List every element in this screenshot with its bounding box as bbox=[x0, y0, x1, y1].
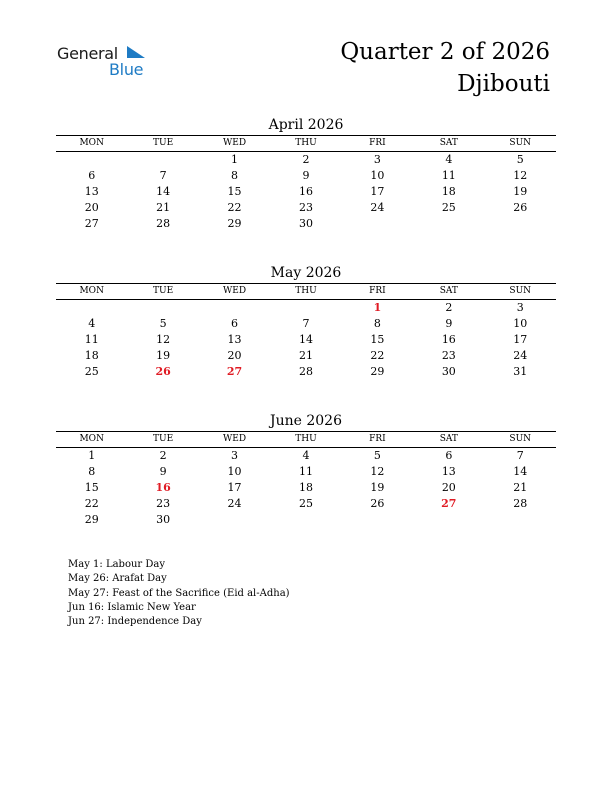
weekday-label: SUN bbox=[509, 434, 532, 444]
day-cell: 26 bbox=[370, 497, 385, 510]
day-cell: 2 bbox=[302, 153, 310, 166]
day-cell: 15 bbox=[370, 333, 385, 346]
weekday-label: MON bbox=[79, 138, 104, 148]
week-row bbox=[56, 364, 556, 380]
day-cell: 12 bbox=[513, 169, 528, 182]
day-cell: 30 bbox=[441, 365, 456, 378]
month-title: June 2026 bbox=[269, 413, 342, 429]
day-cell: 24 bbox=[370, 201, 385, 214]
day-cell: 25 bbox=[84, 365, 99, 378]
day-cell: 14 bbox=[156, 185, 171, 198]
weekday-label: SAT bbox=[439, 286, 458, 296]
day-cell: 23 bbox=[156, 497, 171, 510]
day-cell: 12 bbox=[370, 465, 385, 478]
weekday-header bbox=[56, 284, 556, 300]
week-row bbox=[56, 300, 556, 316]
day-cell: 10 bbox=[370, 169, 385, 182]
day-cell: 21 bbox=[156, 201, 171, 214]
weekday-label: FRI bbox=[369, 434, 386, 444]
day-cell: 26 bbox=[513, 201, 528, 214]
day-cell: 3 bbox=[373, 153, 381, 166]
day-cell: 11 bbox=[298, 465, 313, 478]
logo bbox=[57, 42, 157, 82]
weekday-label: THU bbox=[295, 434, 317, 444]
day-cell: 16 bbox=[155, 481, 171, 494]
month-calendar bbox=[56, 263, 556, 380]
weekday-label: TUE bbox=[153, 286, 174, 296]
day-cell: 4 bbox=[88, 317, 96, 330]
weekday-header bbox=[56, 136, 556, 152]
week-row bbox=[56, 480, 556, 496]
day-cell: 20 bbox=[227, 349, 242, 362]
week-row bbox=[56, 316, 556, 332]
holiday-note: May 1: Labour Day bbox=[68, 559, 165, 570]
day-cell: 29 bbox=[227, 217, 242, 230]
day-cell: 29 bbox=[84, 513, 99, 526]
page-title bbox=[340, 36, 550, 100]
day-cell: 18 bbox=[441, 185, 456, 198]
weekday-label: TUE bbox=[153, 434, 174, 444]
day-cell: 9 bbox=[302, 169, 310, 182]
weekday-label: WED bbox=[223, 138, 247, 148]
day-cell: 17 bbox=[227, 481, 242, 494]
week-row bbox=[56, 464, 556, 480]
day-cell: 28 bbox=[513, 497, 528, 510]
day-cell: 27 bbox=[84, 217, 99, 230]
day-cell: 20 bbox=[441, 481, 456, 494]
week-row bbox=[56, 348, 556, 364]
empty-cell bbox=[199, 512, 270, 528]
weekday-label: TUE bbox=[153, 138, 174, 148]
day-cell: 8 bbox=[373, 317, 381, 330]
day-cell: 3 bbox=[516, 301, 524, 314]
weekday-label: FRI bbox=[369, 138, 386, 148]
week-row bbox=[56, 200, 556, 216]
day-cell: 8 bbox=[231, 169, 239, 182]
empty-cell bbox=[199, 300, 270, 316]
day-cell: 7 bbox=[302, 317, 310, 330]
day-cell: 7 bbox=[159, 169, 167, 182]
empty-cell bbox=[485, 216, 556, 232]
holiday-note: May 27: Feast of the Sacrifice (Eid al-Adha) bbox=[68, 587, 290, 599]
weekday-label: FRI bbox=[369, 286, 386, 296]
week-row bbox=[56, 168, 556, 184]
day-cell: 7 bbox=[516, 449, 524, 462]
day-cell: 27 bbox=[226, 365, 243, 378]
day-cell: 8 bbox=[88, 465, 96, 478]
day-cell: 28 bbox=[298, 365, 313, 378]
day-cell: 10 bbox=[227, 465, 242, 478]
week-row bbox=[56, 496, 556, 512]
day-cell: 23 bbox=[298, 201, 313, 214]
day-cell: 27 bbox=[441, 497, 457, 510]
weekday-label: WED bbox=[223, 434, 247, 444]
day-cell: 14 bbox=[298, 333, 313, 346]
day-cell: 4 bbox=[445, 153, 453, 166]
empty-cell bbox=[127, 300, 198, 316]
day-cell: 22 bbox=[370, 349, 385, 362]
day-cell: 31 bbox=[513, 365, 528, 378]
day-cell: 2 bbox=[445, 301, 453, 314]
day-cell: 25 bbox=[441, 201, 456, 214]
day-cell: 4 bbox=[302, 449, 310, 462]
day-cell: 16 bbox=[298, 185, 313, 198]
day-cell: 5 bbox=[516, 153, 524, 166]
day-cell: 19 bbox=[513, 185, 528, 198]
day-cell: 5 bbox=[159, 317, 167, 330]
day-cell: 11 bbox=[84, 333, 99, 346]
day-cell: 6 bbox=[445, 449, 453, 462]
day-cell: 26 bbox=[155, 365, 171, 378]
day-cell: 9 bbox=[159, 465, 167, 478]
holiday-note: Jun 16: Islamic New Year bbox=[68, 601, 196, 613]
day-cell: 18 bbox=[84, 349, 99, 362]
week-row bbox=[56, 448, 556, 464]
weekday-label: MON bbox=[79, 286, 104, 296]
weekday-label: WED bbox=[223, 286, 247, 296]
logo-word-blue: Blue bbox=[109, 60, 144, 79]
empty-cell bbox=[485, 512, 556, 528]
weekday-label: THU bbox=[295, 138, 317, 148]
day-cell: 28 bbox=[156, 217, 171, 230]
day-cell: 13 bbox=[84, 185, 99, 198]
logo-word-general: General bbox=[57, 44, 118, 63]
weekday-header bbox=[56, 432, 556, 448]
day-cell: 22 bbox=[84, 497, 99, 510]
title-quarter: Quarter 2 of 2026 bbox=[340, 39, 550, 65]
day-cell: 1 bbox=[88, 449, 96, 462]
week-row bbox=[56, 332, 556, 348]
day-cell: 29 bbox=[370, 365, 385, 378]
month-title: April 2026 bbox=[268, 117, 344, 133]
day-cell: 19 bbox=[370, 481, 385, 494]
day-cell: 12 bbox=[156, 333, 171, 346]
weekday-label: SUN bbox=[509, 286, 532, 296]
holiday-note: May 26: Arafat Day bbox=[68, 573, 167, 585]
empty-cell bbox=[270, 512, 341, 528]
day-cell: 1 bbox=[373, 301, 382, 314]
empty-cell bbox=[127, 152, 198, 168]
day-cell: 13 bbox=[227, 333, 242, 346]
day-cell: 9 bbox=[445, 317, 453, 330]
day-cell: 25 bbox=[298, 497, 313, 510]
day-cell: 15 bbox=[84, 481, 99, 494]
empty-cell bbox=[56, 300, 127, 316]
title-country: Djibouti bbox=[457, 71, 550, 97]
empty-cell bbox=[342, 512, 413, 528]
empty-cell bbox=[342, 216, 413, 232]
weekday-label: SAT bbox=[439, 138, 458, 148]
day-cell: 24 bbox=[513, 349, 528, 362]
day-cell: 21 bbox=[513, 481, 528, 494]
weekday-label: MON bbox=[79, 434, 104, 444]
day-cell: 5 bbox=[373, 449, 381, 462]
day-cell: 13 bbox=[441, 465, 456, 478]
day-cell: 1 bbox=[231, 153, 239, 166]
day-cell: 30 bbox=[156, 513, 171, 526]
day-cell: 24 bbox=[227, 497, 242, 510]
holiday-note: Jun 27: Independence Day bbox=[68, 616, 202, 628]
day-cell: 19 bbox=[156, 349, 171, 362]
day-cell: 10 bbox=[513, 317, 528, 330]
day-cell: 20 bbox=[84, 201, 99, 214]
weekday-label: THU bbox=[295, 286, 317, 296]
day-cell: 22 bbox=[227, 201, 242, 214]
day-cell: 23 bbox=[441, 349, 456, 362]
month-title: May 2026 bbox=[270, 265, 342, 281]
day-cell: 18 bbox=[298, 481, 313, 494]
day-cell: 21 bbox=[298, 349, 313, 362]
day-cell: 16 bbox=[441, 333, 456, 346]
empty-cell bbox=[270, 300, 341, 316]
holiday-notes bbox=[68, 558, 290, 629]
day-cell: 11 bbox=[441, 169, 456, 182]
day-cell: 6 bbox=[231, 317, 239, 330]
empty-cell bbox=[413, 216, 484, 232]
empty-cell bbox=[56, 152, 127, 168]
month-calendar bbox=[56, 115, 556, 232]
month-calendar bbox=[56, 411, 556, 528]
weekday-label: SUN bbox=[509, 138, 532, 148]
day-cell: 3 bbox=[231, 449, 239, 462]
day-cell: 14 bbox=[513, 465, 528, 478]
day-cell: 2 bbox=[159, 449, 167, 462]
empty-cell bbox=[413, 512, 484, 528]
day-cell: 17 bbox=[513, 333, 528, 346]
day-cell: 15 bbox=[227, 185, 242, 198]
weekday-label: SAT bbox=[439, 434, 458, 444]
week-row bbox=[56, 512, 556, 528]
day-cell: 6 bbox=[88, 169, 96, 182]
week-row bbox=[56, 216, 556, 232]
day-cell: 30 bbox=[298, 217, 313, 230]
day-cell: 17 bbox=[370, 185, 385, 198]
week-row bbox=[56, 152, 556, 168]
week-row bbox=[56, 184, 556, 200]
